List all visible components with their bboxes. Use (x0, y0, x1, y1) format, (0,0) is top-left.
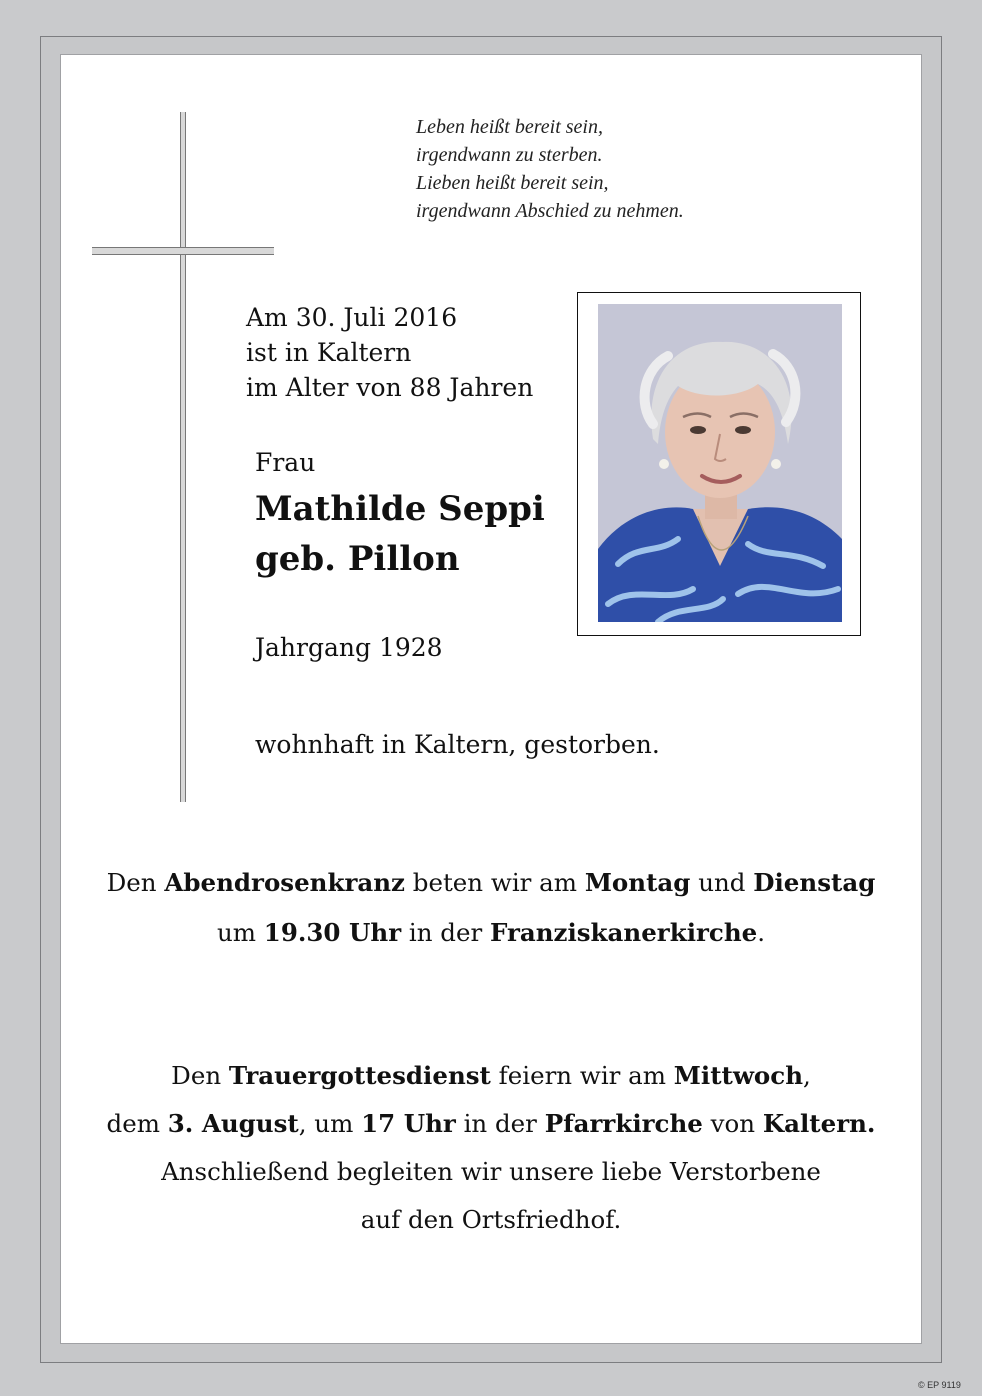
rosary-notice (60, 858, 922, 958)
birth-year: Jahrgang 1928 (255, 633, 443, 662)
death-date-line: Am 30. Juli 2016 (246, 303, 458, 332)
print-code: © EP 9119 (918, 1380, 961, 1390)
bold-span: 3. August (167, 1109, 299, 1138)
motto-line: irgendwann zu sterben. (416, 144, 603, 166)
deceased-name-block (255, 484, 575, 584)
deceased-maiden-name: geb. Pillon (255, 539, 460, 579)
text-span: dem (106, 1109, 168, 1138)
deceased-name: Mathilde Seppi (255, 489, 545, 529)
bold-span: 17 Uhr (361, 1109, 456, 1138)
text-span: und (690, 868, 754, 897)
bold-span: Dienstag (753, 868, 876, 897)
bold-span: Abendrosenkranz (164, 868, 405, 897)
bold-span: Kaltern. (762, 1109, 876, 1138)
motto-verse (416, 113, 776, 225)
text-span: . (757, 918, 766, 947)
text-span: , (803, 1061, 811, 1090)
motto-line: irgendwann Abschied zu nehmen. (416, 200, 684, 222)
text-span: beten wir am (404, 868, 585, 897)
text-span: in der (401, 918, 490, 947)
service-line-1 (60, 1052, 922, 1100)
salutation: Frau (255, 448, 316, 477)
service-line-4: auf den Ortsfriedhof. (360, 1205, 622, 1234)
rosary-line-2 (60, 908, 922, 958)
bold-span: Franziskanerkirche (489, 918, 758, 947)
text-span: um (216, 918, 264, 947)
funeral-service-notice (60, 1052, 922, 1244)
portrait-illustration (598, 304, 842, 622)
text-span: Den (106, 868, 165, 897)
motto-line: Lieben heißt bereit sein, (416, 172, 609, 194)
text-span: feiern wir am (490, 1061, 674, 1090)
rosary-line-1 (60, 858, 922, 908)
text-span: in der (455, 1109, 545, 1138)
motto-line: Leben heißt bereit sein, (416, 116, 603, 138)
bold-span: Montag (584, 868, 691, 897)
death-age-line: im Alter von 88 Jahren (246, 373, 534, 402)
bold-span: 19.30 Uhr (263, 918, 402, 947)
portrait-photo (598, 304, 842, 622)
death-announcement (246, 300, 566, 405)
residence-line: wohnhaft in Kaltern, gestorben. (255, 730, 660, 759)
service-line-3: Anschließend begleiten wir unsere liebe Verstorbene (161, 1157, 821, 1186)
bold-span: Trauergottesdienst (228, 1061, 491, 1090)
bold-span: Pfarrkirche (544, 1109, 703, 1138)
bold-span: Mittwoch (673, 1061, 804, 1090)
cross-icon-vertical-beam (180, 112, 186, 802)
text-span: , um (298, 1109, 362, 1138)
cross-icon-horizontal-beam (92, 247, 274, 255)
text-span: von (702, 1109, 763, 1138)
service-line-2 (60, 1100, 922, 1148)
text-span: Den (171, 1061, 229, 1090)
death-place-line: ist in Kaltern (246, 338, 412, 367)
